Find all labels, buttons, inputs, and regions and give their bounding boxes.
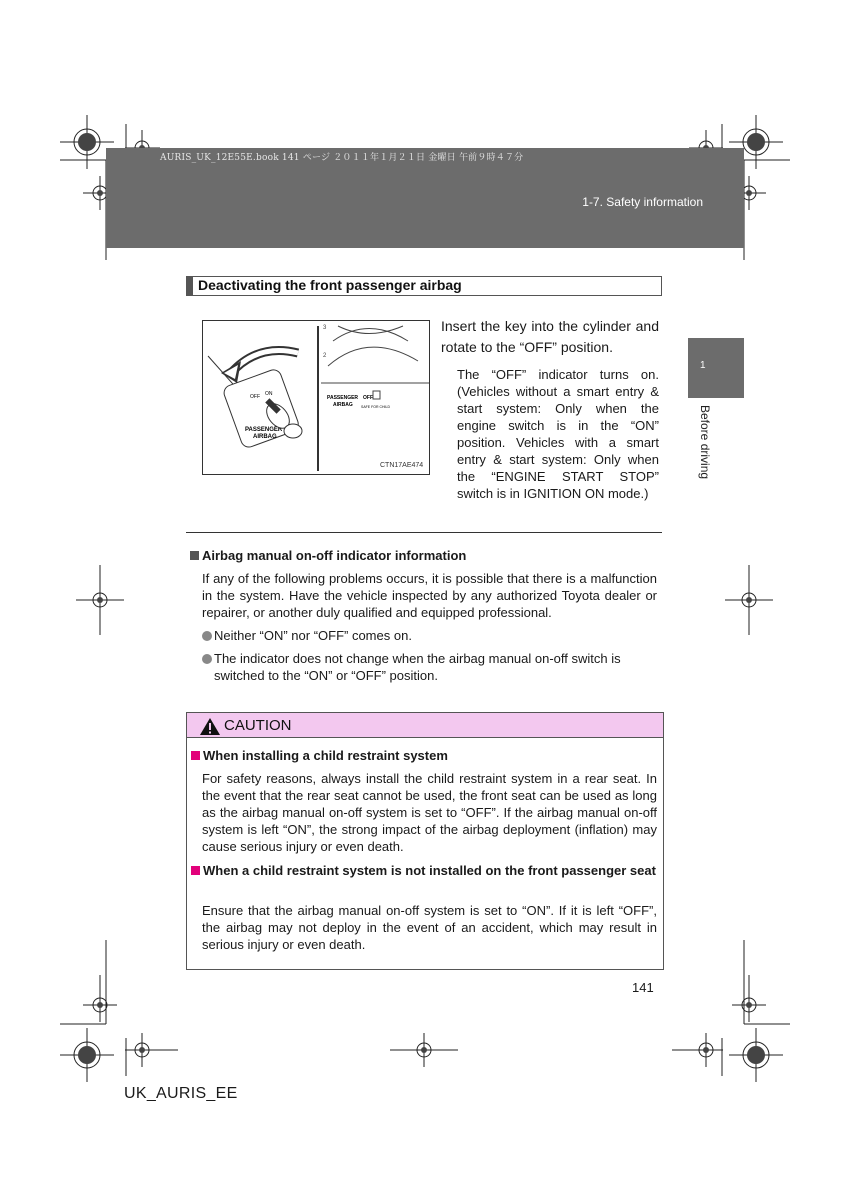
figure-code: CTN17AE474 <box>380 462 424 469</box>
child-seat-icon <box>373 391 380 399</box>
square-bullet-icon <box>190 551 199 560</box>
section-reference: 1-7. Safety information <box>582 195 703 209</box>
key-cylinder-illustration <box>202 320 430 475</box>
caution-item-heading: When a child restraint system is not installed on the front passenger seat <box>191 862 657 879</box>
chapter-label: Before driving <box>698 405 712 480</box>
header-meta: AURIS_UK_12E55E.book 141 ページ ２０１１年１月２１日 金曜日 午前９時４７分 <box>160 153 524 163</box>
warning-icon <box>199 717 221 736</box>
chapter-tab <box>688 338 744 398</box>
caution-title: CAUTION <box>224 717 292 734</box>
caution-item-text: For safety reasons, always install the child restraint system in a rear seat. In the event that the rear seat cannot be used, the front seat can be used as long as the airbag manual on-off system is set to “OFF”. If the airbag manual on-off system is left “ON”, the strong impact of the airbag deployment (inflation) may cause serious injury or even death. <box>202 771 657 854</box>
square-bullet-icon <box>191 866 200 875</box>
section-heading: Deactivating the front passenger airbag <box>198 277 462 293</box>
list-item: The indicator does not change when the airbag manual on-off switch is switched to the “ON” or “OFF” position. <box>202 650 669 684</box>
info-heading <box>190 548 466 563</box>
bullet-icon <box>202 654 212 664</box>
panel-safe-label: SAFE FOR CHILD <box>361 405 390 409</box>
switch-off-label: OFF <box>250 394 260 400</box>
switch-on-label: ON <box>265 391 273 397</box>
list-item: Neither “ON” nor “OFF” comes on. <box>202 627 657 644</box>
info-heading-text: Airbag manual on-off indicator information <box>202 548 467 563</box>
caution-item-text: Ensure that the airbag manual on-off system is set to “ON”. If it is left “OFF”, the airbag may not deploy in the event of an accident, which may result in serious injury or even death. <box>202 903 657 952</box>
switch-airbag-label: AIRBAG <box>253 434 277 440</box>
page-number: 141 <box>632 980 654 995</box>
document-code: UK_AURIS_EE <box>124 1085 238 1102</box>
section-divider <box>186 532 662 533</box>
info-body: If any of the following problems occurs, it is possible that there is a malfunction in the system. Have the vehicle inspected by any authorized Toyota dealer or repairer, or another duly qualified and equipped professional. <box>202 571 657 620</box>
panel-airbag-label: AIRBAG <box>333 402 353 408</box>
switch-passenger-label: PASSENGER <box>245 427 283 433</box>
caution-item-heading: When installing a child restraint system <box>191 748 448 763</box>
square-bullet-icon <box>191 751 200 760</box>
step-instruction: Insert the key into the cylinder and rotate to the “OFF” position. <box>441 318 659 355</box>
panel-off-label: OFF <box>363 395 373 401</box>
panel-passenger-label: PASSENGER <box>327 395 359 401</box>
step-note: The “OFF” indicator turns on. (Vehicles without a smart entry & start system: Only when the engine switch is in the “ON” position. Vehicles with a smart entry & start system: Only when the “ENGINE START STOP” switch is in IGNITION ON mode.) <box>457 367 659 501</box>
bullet-icon <box>202 631 212 641</box>
chapter-number: 1 <box>700 360 706 371</box>
svg-text:2: 2 <box>323 353 327 359</box>
svg-text:3: 3 <box>323 325 327 331</box>
